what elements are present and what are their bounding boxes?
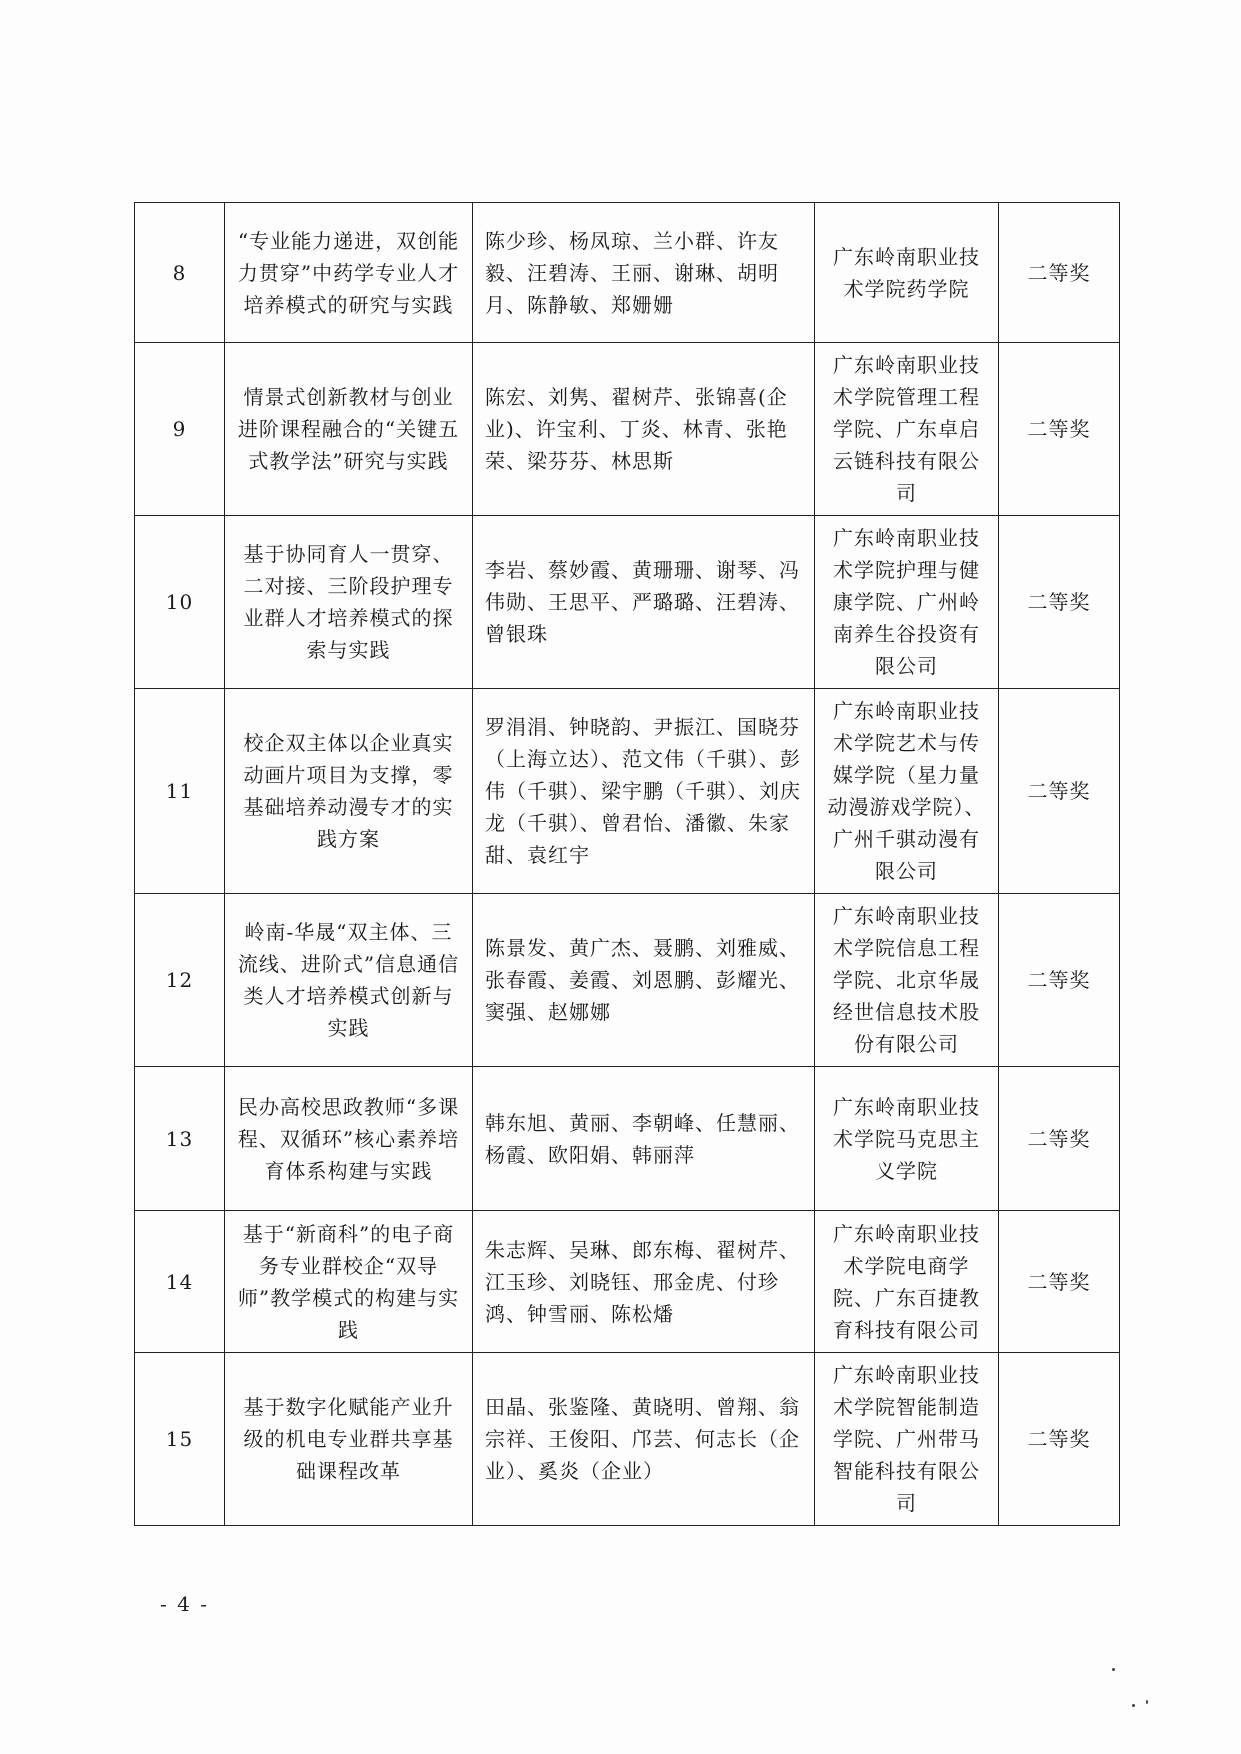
row-number: 8 [135,203,225,343]
award-table [134,202,1120,1526]
table-row [135,203,1120,343]
row-number: 10 [135,516,225,689]
row-number: 9 [135,343,225,516]
table-row [135,516,1120,689]
award-level: 二等奖 [999,689,1120,894]
award-level: 二等奖 [999,1353,1120,1526]
scan-speck [1146,1700,1148,1704]
team-members: 陈少珍、杨凤琼、兰小群、许友毅、汪碧涛、王丽、谢琳、胡明月、陈静敏、郑姗姗 [473,203,815,343]
project-title: 情景式创新教材与创业进阶课程融合的“关键五式教学法”研究与实践 [225,343,473,516]
project-title: “专业能力递进，双创能力贯穿”中药学专业人才培养模式的研究与实践 [225,203,473,343]
project-title: 民办高校思政教师“多课程、双循环”核心素养培育体系构建与实践 [225,1067,473,1211]
project-title: 基于“新商科”的电子商务专业群校企“双导师”教学模式的构建与实践 [225,1211,473,1353]
unit-name: 广东岭南职业技术学院护理与健康学院、广州岭南养生谷投资有限公司 [815,516,999,689]
unit-name: 广东岭南职业技术学院信息工程学院、北京华晟经世信息技术股份有限公司 [815,894,999,1067]
unit-name: 广东岭南职业技术学院管理工程学院、广东卓启云链科技有限公司 [815,343,999,516]
scan-speck [1112,1668,1115,1671]
team-members: 罗涓涓、钟晓韵、尹振江、国晓芬（上海立达）、范文伟（千骐）、彭伟（千骐）、梁宇鹏（千骐）、刘庆龙（千骐）、曾君怡、潘徽、朱家甜、袁红宇 [473,689,815,894]
table-row [135,1067,1120,1211]
row-number: 14 [135,1211,225,1353]
award-level: 二等奖 [999,203,1120,343]
award-level: 二等奖 [999,516,1120,689]
row-number: 13 [135,1067,225,1211]
project-title: 校企双主体以企业真实动画片项目为支撑，零基础培养动漫专才的实践方案 [225,689,473,894]
team-members: 李岩、蔡妙霞、黄珊珊、谢琴、冯伟勋、王思平、严璐璐、汪碧涛、曾银珠 [473,516,815,689]
row-number: 11 [135,689,225,894]
award-level: 二等奖 [999,1211,1120,1353]
table-row [135,343,1120,516]
unit-name: 广东岭南职业技术学院马克思主义学院 [815,1067,999,1211]
team-members: 陈宏、刘隽、翟树芹、张锦喜(企业)、许宝利、丁炎、林青、张艳荣、梁芬芬、林思斯 [473,343,815,516]
unit-name: 广东岭南职业技术学院药学院 [815,203,999,343]
team-members: 韩东旭、黄丽、李朝峰、任慧丽、杨霞、欧阳娟、韩丽萍 [473,1067,815,1211]
team-members: 陈景发、黄广杰、聂鹏、刘雅威、张春霞、姜霞、刘恩鹏、彭耀光、窦强、赵娜娜 [473,894,815,1067]
unit-name: 广东岭南职业技术学院电商学院、广东百捷教育科技有限公司 [815,1211,999,1353]
row-number: 15 [135,1353,225,1526]
table-row [135,894,1120,1067]
team-members: 田晶、张鉴隆、黄晓明、曾翔、翁宗祥、王俊阳、邝芸、何志长（企业）、奚炎（企业） [473,1353,815,1526]
unit-name: 广东岭南职业技术学院艺术与传媒学院（星力量动漫游戏学院）、广州千骐动漫有限公司 [815,689,999,894]
award-level: 二等奖 [999,894,1120,1067]
row-number: 12 [135,894,225,1067]
unit-name: 广东岭南职业技术学院智能制造学院、广州带马智能科技有限公司 [815,1353,999,1526]
project-title: 岭南-华晟“双主体、三流线、进阶式”信息通信类人才培养模式创新与实践 [225,894,473,1067]
table-row [135,689,1120,894]
scan-speck [1132,1704,1135,1707]
team-members: 朱志辉、吴琳、郎东梅、翟树芹、江玉珍、刘晓钰、邢金虎、付珍鸿、钟雪丽、陈松燔 [473,1211,815,1353]
award-level: 二等奖 [999,343,1120,516]
table-row [135,1353,1120,1526]
award-level: 二等奖 [999,1067,1120,1211]
page-number: - 4 - [160,1592,209,1616]
project-title: 基于协同育人一贯穿、二对接、三阶段护理专业群人才培养模式的探索与实践 [225,516,473,689]
project-title: 基于数字化赋能产业升级的机电专业群共享基础课程改革 [225,1353,473,1526]
table-row [135,1211,1120,1353]
